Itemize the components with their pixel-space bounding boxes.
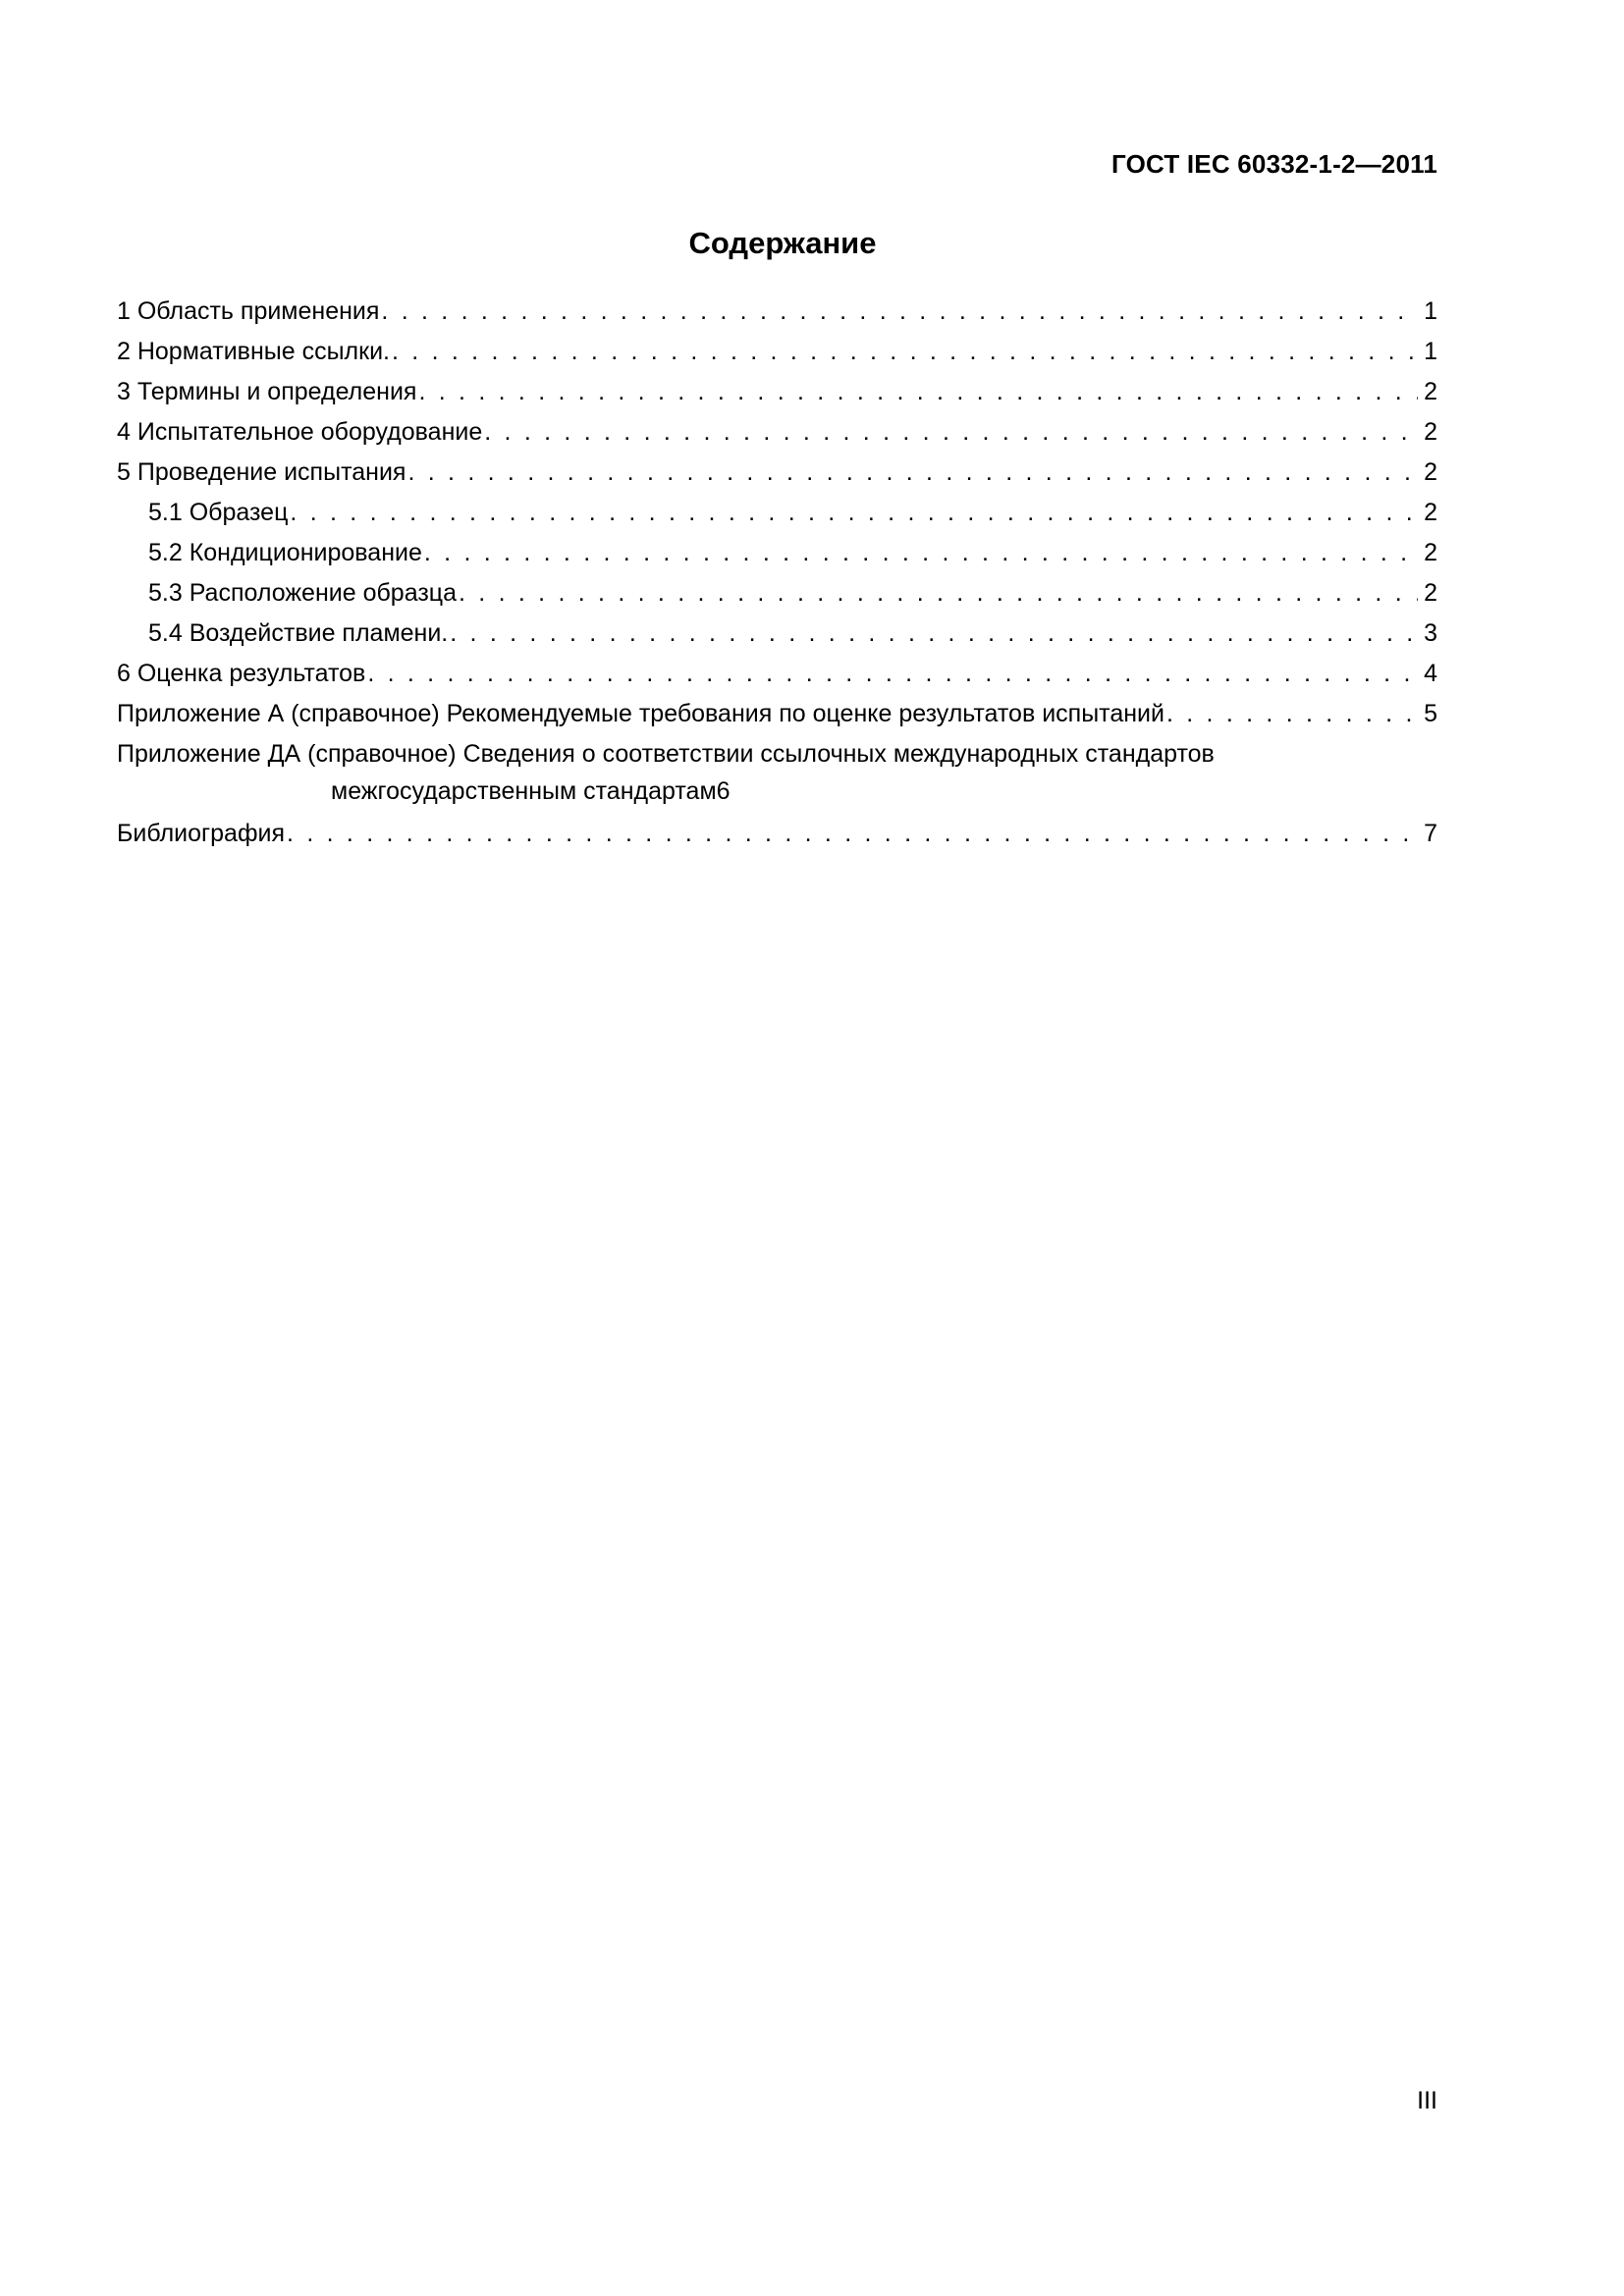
toc-entry-label: Приложение А (справочное) Рекомендуемые требования по оценке результатов испытаний xyxy=(117,700,1164,727)
toc-entry-1[interactable] xyxy=(117,294,1437,335)
toc-entry-page: 1 xyxy=(1424,297,1437,325)
dot-leader xyxy=(484,415,1418,449)
toc-entry-appendix-a[interactable] xyxy=(117,697,1437,737)
toc-entry-3[interactable] xyxy=(117,375,1437,415)
dot-leader xyxy=(392,335,1418,368)
document-code: ГОСТ IEC 60332-1-2—2011 xyxy=(1111,149,1437,179)
toc-entry-label-line2: межгосударственным стандартам xyxy=(331,777,717,805)
dot-leader xyxy=(287,817,1418,850)
toc-entry-page: 2 xyxy=(1424,458,1437,486)
toc-entry-label: 6 Оценка результатов xyxy=(117,660,366,687)
toc-entry-page: 1 xyxy=(1424,338,1437,365)
toc-entry-label: 2 Нормативные ссылки. xyxy=(117,338,390,365)
toc-entry-page: 2 xyxy=(1424,418,1437,446)
toc-entry-page: 2 xyxy=(1424,499,1437,526)
dot-leader xyxy=(459,576,1418,610)
toc-entry-page: 2 xyxy=(1424,579,1437,607)
toc-entry-label: 5.2 Кондиционирование xyxy=(148,539,422,566)
dot-leader xyxy=(290,496,1418,529)
toc-entry-page: 3 xyxy=(1424,619,1437,647)
toc-entry-page: 5 xyxy=(1424,700,1437,727)
toc-entry-4[interactable] xyxy=(117,415,1437,455)
toc-entry-5-1[interactable] xyxy=(117,496,1437,536)
toc-entry-bibliography[interactable] xyxy=(117,817,1437,857)
dot-leader xyxy=(424,536,1418,569)
toc-entry-label: 3 Термины и определения xyxy=(117,378,417,405)
toc-entry-2[interactable] xyxy=(117,335,1437,375)
dot-leader xyxy=(381,294,1418,328)
toc-entry-page: 2 xyxy=(1424,539,1437,566)
toc-entry-page: 2 xyxy=(1424,378,1437,405)
toc-entry-page: 4 xyxy=(1424,660,1437,687)
dot-leader xyxy=(450,616,1418,650)
toc-entry-label: 5.3 Расположение образца xyxy=(148,579,458,607)
toc-entry-5-2[interactable] xyxy=(117,536,1437,576)
toc-title: Содержание xyxy=(688,226,877,260)
dot-leader xyxy=(1166,697,1418,730)
dot-leader xyxy=(407,455,1418,489)
toc-entry-label: 5.4 Воздействие пламени. xyxy=(148,619,449,647)
toc-entry-label: 4 Испытательное оборудование xyxy=(117,418,483,446)
toc-entry-page: 6 xyxy=(716,777,731,805)
table-of-contents xyxy=(117,294,1437,857)
dot-leader xyxy=(418,375,1418,408)
page-number: III xyxy=(1417,2087,1437,2114)
toc-entry-label: Библиография xyxy=(117,820,286,847)
toc-entry-5-3[interactable] xyxy=(117,576,1437,616)
toc-entry-label: 1 Область применения xyxy=(117,297,380,325)
toc-entry-appendix-da[interactable] xyxy=(117,737,1437,815)
toc-entry-page: 7 xyxy=(1424,820,1437,847)
toc-entry-5-4[interactable] xyxy=(117,616,1437,657)
toc-entry-6[interactable] xyxy=(117,657,1437,697)
toc-entry-label: 5.1 Образец xyxy=(148,499,289,526)
dot-leader xyxy=(367,657,1418,690)
toc-entry-5[interactable] xyxy=(117,455,1437,496)
toc-entry-label: 5 Проведение испытания xyxy=(117,458,406,486)
toc-entry-label-line1: Приложение ДА (справочное) Сведения о соответствии ссылочных международных стандартов xyxy=(117,740,1215,768)
